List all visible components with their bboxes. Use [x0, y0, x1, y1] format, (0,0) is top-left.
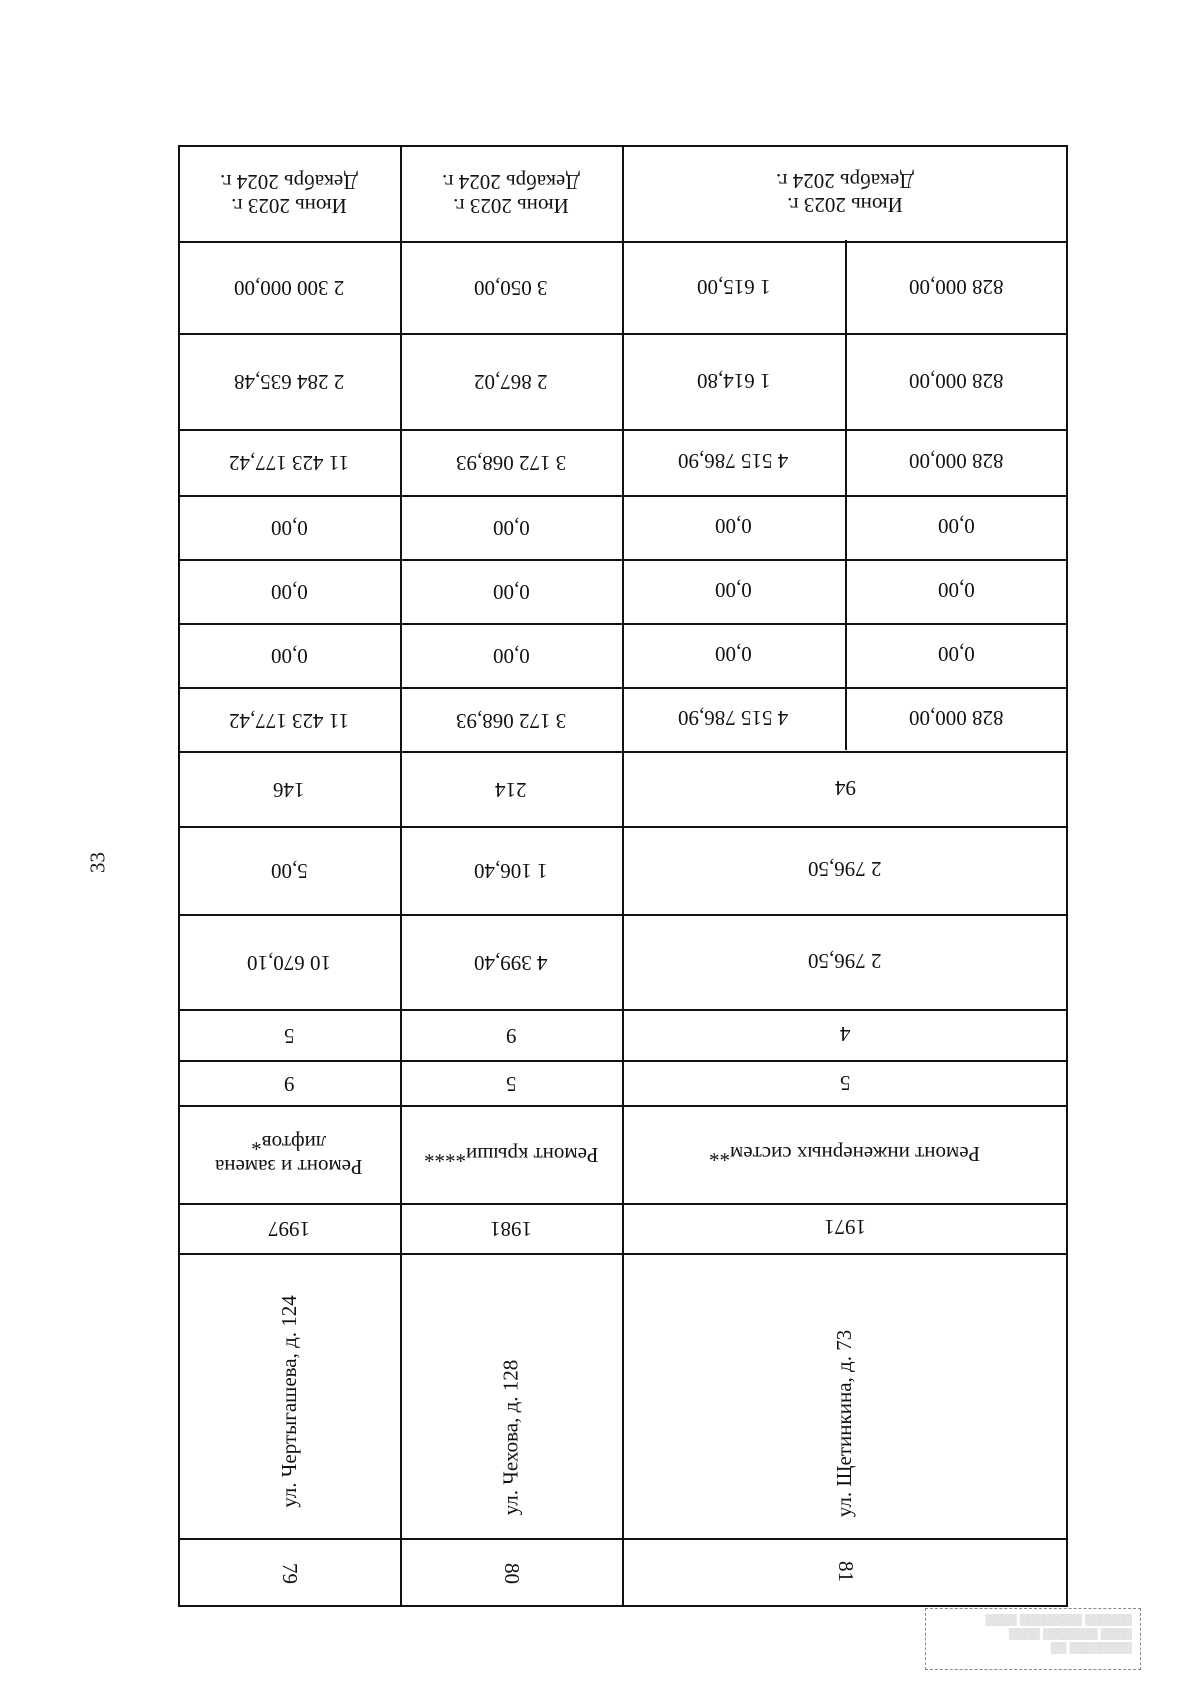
row-divider [178, 826, 1068, 828]
address-cell: ул. Чертыгашева, д. 124 [276, 1295, 301, 1508]
count-cell: 5 [505, 1071, 517, 1096]
row-divider [178, 914, 1068, 916]
area2-cell: 5,00 [270, 859, 308, 883]
zero-cell: 0,00 [715, 514, 752, 538]
area1-cell: 10 670,10 [247, 950, 331, 975]
count-cell: 9 [505, 1023, 517, 1048]
row-number-cell: 81 [833, 1561, 858, 1582]
row-divider [178, 429, 1068, 431]
limit-cell: 2 300 000,00 [233, 276, 345, 300]
residents-cell: 146 [273, 778, 305, 802]
page-number: 33 [85, 852, 110, 873]
row-divider [178, 1253, 1068, 1255]
period-cell: Июнь 2023 г. Декабрь 2024 г. [442, 169, 580, 218]
row-divider [178, 1060, 1068, 1062]
column-divider [622, 145, 624, 1607]
period-cell: Июнь 2023 г. Декабрь 2024 г. [220, 169, 358, 218]
year-cell: 1997 [268, 1217, 310, 1241]
address-cell: ул. Щетинкина, д. 73 [832, 1329, 857, 1518]
work-type-cell: Ремонт инженерных систем** [709, 1141, 981, 1166]
limit-cell: 3 050,00 [474, 276, 548, 300]
count-cell: 5 [283, 1023, 295, 1048]
residents-cell: 94 [834, 775, 856, 800]
row-divider [178, 1538, 1068, 1540]
count-cell: 9 [283, 1071, 295, 1096]
row-divider [178, 1203, 1068, 1205]
row-divider [178, 623, 1068, 625]
count-cell: 5 [839, 1070, 851, 1095]
per-unit-cell: 828 000,00 [909, 369, 1004, 393]
area1-cell: 4 399,40 [474, 950, 548, 975]
year-cell: 1981 [490, 1217, 532, 1241]
zero-cell: 0,00 [270, 516, 308, 540]
table-border [1066, 145, 1068, 1607]
fund-cell: 3 172 068,93 [455, 451, 567, 475]
per-unit-cell: 2 867,02 [474, 370, 548, 394]
work-type-cell: Ремонт крыши**** [423, 1143, 599, 1167]
period-cell: Июнь 2023 г. Декабрь 2024 г. [776, 168, 914, 217]
zero-cell: 0,00 [270, 580, 308, 604]
fund-cell: 4 515 786,90 [678, 449, 789, 473]
repair-table [178, 145, 1068, 1607]
work-type-cell: Ремонт и замена лифтов* [215, 1131, 363, 1179]
row-divider [178, 1009, 1068, 1011]
zero-cell: 0,00 [715, 642, 752, 666]
limit-cell: 828 000,00 [909, 275, 1004, 299]
area2-cell: 2 796,50 [808, 857, 882, 881]
row-79 [178, 145, 400, 1607]
area2-cell: 1 106,40 [474, 859, 548, 883]
zero-cell: 0,00 [270, 644, 308, 668]
row-divider [178, 495, 1068, 497]
zero-cell: 0,00 [492, 580, 530, 604]
residents-cell: 214 [495, 778, 527, 802]
row-divider [178, 333, 1068, 335]
row-divider [178, 241, 1068, 243]
table-border [178, 145, 180, 1607]
zero-cell: 0,00 [492, 516, 530, 540]
total-cell: 4 515 786,90 [678, 706, 789, 730]
count-cell: 4 [839, 1022, 851, 1046]
row-number-cell: 79 [277, 1563, 302, 1584]
fund-cell: 11 423 177,42 [229, 451, 349, 475]
zero-cell: 0,00 [938, 642, 975, 666]
zero-cell: 0,00 [938, 578, 975, 602]
row-divider [178, 559, 1068, 561]
year-cell: 1971 [824, 1215, 866, 1239]
row-divider [178, 751, 1068, 753]
zero-cell: 0,00 [715, 578, 752, 602]
per-unit-cell: 2 284 635,48 [233, 370, 345, 394]
limit-cell: 1 615,00 [696, 275, 771, 299]
per-unit-cell: 1 614,80 [696, 369, 771, 393]
row-80 [400, 145, 622, 1607]
official-stamp: ▒▒▒▒▒▒ ▒▒▒▒▒▒▒▒ ▒▒▒▒ ▒▒▒▒ ▒▒▒▒▒▒▒ ▒▒▒▒ ▒▒▒▒▒▒▒▒ ▒▒ [925, 1608, 1141, 1670]
fund-cell: 828 000,00 [909, 449, 1004, 473]
row-number-cell: 80 [499, 1563, 524, 1584]
zero-cell: 0,00 [938, 514, 975, 538]
row-divider [178, 1105, 1068, 1107]
column-divider [400, 145, 402, 1607]
area1-cell: 2 796,50 [808, 948, 882, 973]
total-cell: 3 172 068,93 [455, 708, 567, 733]
zero-cell: 0,00 [492, 644, 530, 668]
total-cell: 828 000,00 [909, 706, 1004, 730]
row-divider [178, 687, 1068, 689]
total-cell: 11 423 177,42 [229, 708, 349, 733]
address-cell: ул. Чехова, д. 128 [498, 1359, 523, 1516]
